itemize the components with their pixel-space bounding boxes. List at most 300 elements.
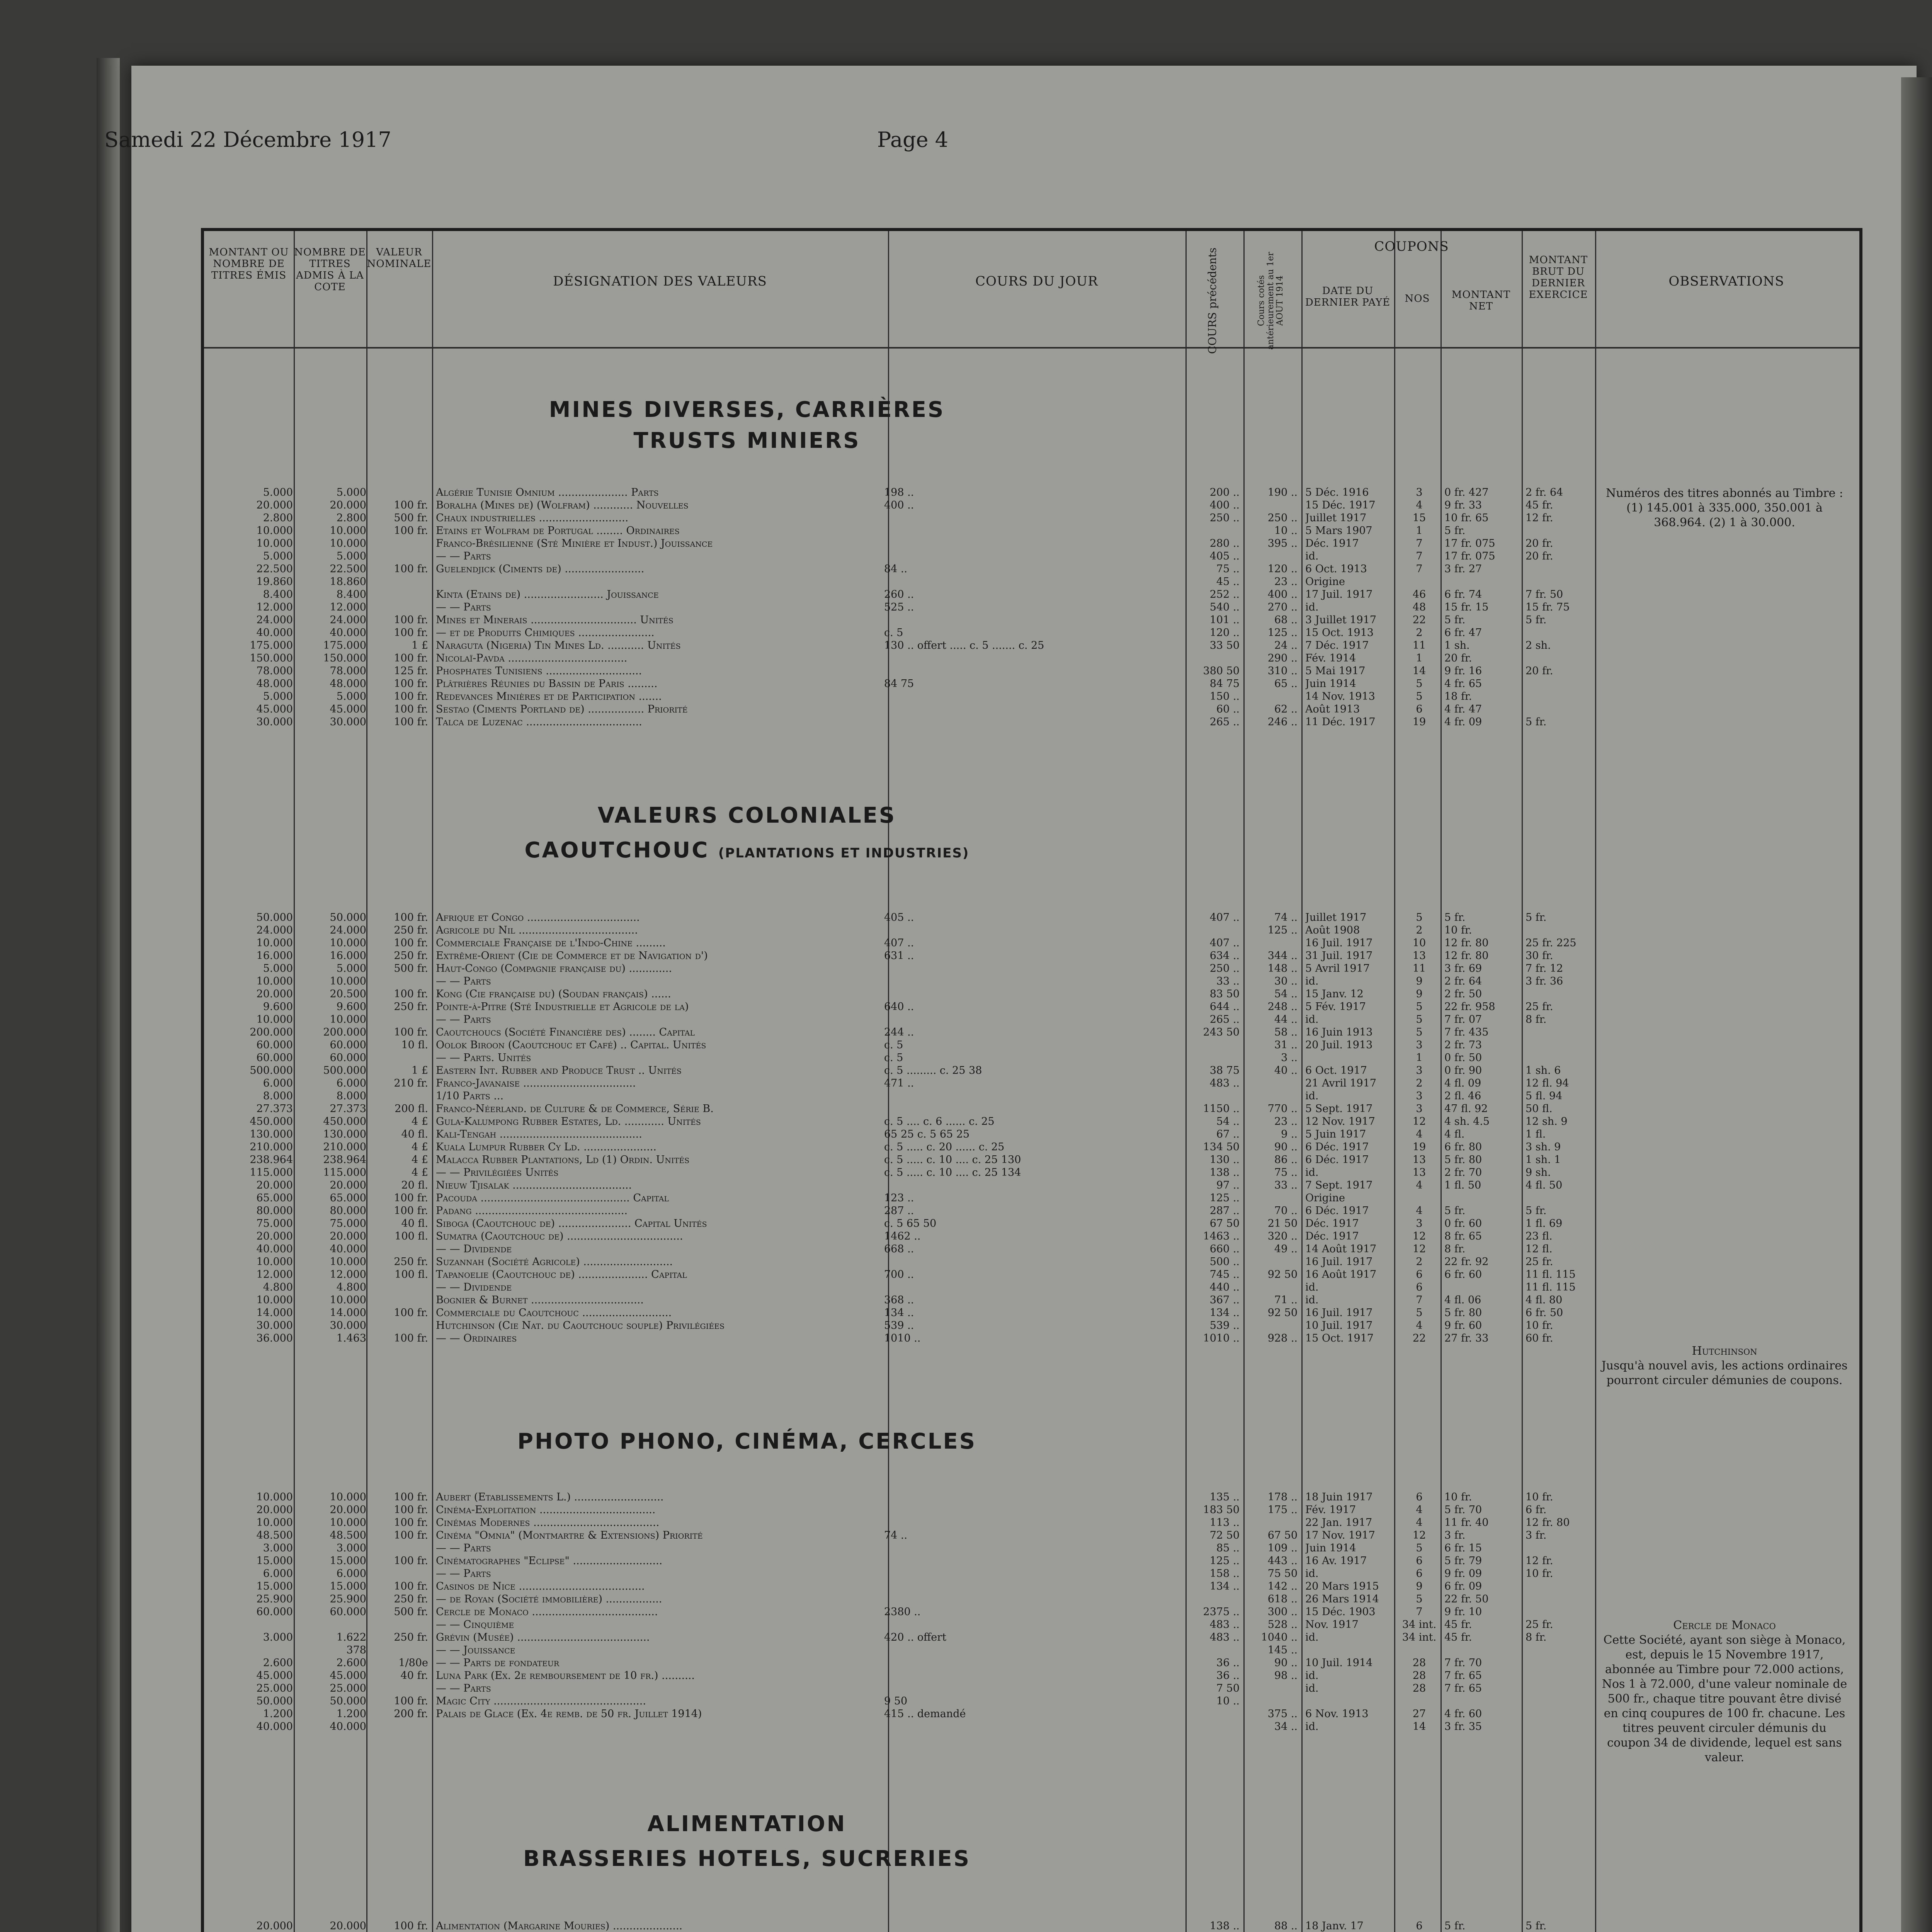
montant-brut-cell: 7 fr. 12 — [1526, 963, 1563, 975]
cours-1914-cell: 75 .. — [1274, 1167, 1298, 1179]
cours-jour-cell: c. 5 .... c. 6 ...... c. 25 — [884, 1116, 995, 1128]
designation-cell: Grévin (Musée) ........................................ — [436, 1631, 650, 1643]
nominal-cell: 100 fr. — [394, 563, 428, 575]
coupon-net-cell: 7 fr. 65 — [1444, 1682, 1482, 1694]
nominal-cell: 1 £ — [412, 639, 428, 651]
montant-cell: 12.000 — [256, 1269, 293, 1281]
montant-cell: 14.000 — [256, 1307, 293, 1319]
coupon-net-cell: 2 fr. 70 — [1444, 1167, 1482, 1179]
montant-brut-cell: 5 fr. — [1526, 1920, 1547, 1932]
coupon-number-cell: 4 — [1416, 1517, 1423, 1529]
designation-cell: — — Parts — [436, 1542, 491, 1554]
nombre-cell: 25.900 — [330, 1593, 366, 1605]
cours-precedent-cell: 84 75 — [1209, 678, 1240, 690]
montant-brut-cell: 20 fr. — [1526, 665, 1553, 677]
nominal-cell: 100 fr. — [394, 1205, 428, 1217]
col-head-observations: OBSERVATIONS — [1668, 274, 1784, 289]
designation-cell: Luna Park (Ex. 2e remboursement de 10 fr.) .......... — [436, 1670, 695, 1682]
cours-jour-cell: 1010 .. — [884, 1332, 921, 1344]
cours-precedent-cell: 33 .. — [1216, 975, 1240, 987]
designation-cell: — et de Produits Chimiques ....................... — [436, 627, 655, 639]
designation-cell: Alimentation (Margarine Mouries) ..................... — [436, 1920, 683, 1932]
montant-cell: 210.000 — [250, 1141, 293, 1153]
montant-cell: 5.000 — [263, 486, 293, 498]
coupon-number-cell: 5 — [1416, 678, 1423, 690]
coupon-date-cell: 16 Juil. 1917 — [1305, 1307, 1373, 1319]
cours-1914-cell: 68 .. — [1274, 614, 1298, 626]
coupon-net-cell: 22 fr. 958 — [1444, 1001, 1495, 1013]
table-row — [204, 1153, 1859, 1166]
montant-cell: 5.000 — [263, 690, 293, 702]
table-row — [204, 949, 1859, 962]
coupon-date-cell: 17 Nov. 1917 — [1305, 1529, 1375, 1541]
coupon-date-cell: 26 Mars 1914 — [1305, 1593, 1379, 1605]
nominal-cell: 4 £ — [412, 1141, 428, 1153]
coupon-date-cell: id. — [1305, 550, 1319, 562]
table-row — [204, 1179, 1859, 1192]
montant-cell: 27.373 — [256, 1103, 293, 1115]
coupon-net-cell: 9 fr. 10 — [1444, 1606, 1482, 1618]
designation-cell: Eastern Int. Rubber and Produce Trust .. Unités — [436, 1065, 682, 1077]
designation-cell: Malacca Rubber Plantations, Ld (1) Ordin. Unités — [436, 1154, 690, 1166]
coupon-net-cell: 5 fr. 80 — [1444, 1154, 1482, 1166]
designation-cell: Magic City .............................................. — [436, 1695, 646, 1707]
coupon-date-cell: id. — [1305, 1670, 1319, 1682]
montant-cell: 16.000 — [256, 950, 293, 962]
coupon-net-cell: 4 fl. 09 — [1444, 1077, 1481, 1089]
coupon-date-cell: id. — [1305, 1014, 1319, 1026]
cours-1914-cell: 21 50 — [1267, 1218, 1298, 1230]
coupon-number-cell: 5 — [1416, 1014, 1423, 1026]
cours-1914-cell: 120 .. — [1267, 563, 1298, 575]
montant-cell: 15.000 — [256, 1580, 293, 1592]
cours-precedent-cell: 380 50 — [1203, 665, 1240, 677]
coupon-number-cell: 10 — [1412, 937, 1426, 949]
cours-jour-cell: c. 5 ..... c. 10 .... c. 25 130 — [884, 1154, 1021, 1166]
table-row — [204, 588, 1859, 601]
designation-cell: Afrique et Congo .................................. — [436, 912, 640, 923]
table-row — [204, 1920, 1859, 1932]
designation-cell: Suzannah (Société Agricole) ........................... — [436, 1256, 673, 1268]
cours-jour-cell: 407 .. — [884, 937, 914, 949]
coupon-number-cell: 3 — [1416, 1090, 1423, 1102]
nominal-cell: 100 fr. — [394, 1026, 428, 1038]
nombre-cell: 10.000 — [330, 1014, 366, 1026]
coupon-net-cell: 6 fr. 47 — [1444, 627, 1482, 639]
cours-jour-cell: 471 .. — [884, 1077, 914, 1089]
montant-cell: 48.500 — [256, 1529, 293, 1541]
coupon-number-cell: 5 — [1416, 1542, 1423, 1554]
coupon-net-cell: 3 fr. 69 — [1444, 963, 1482, 975]
nombre-cell: 40.000 — [330, 1243, 366, 1255]
table-row — [204, 575, 1859, 588]
cours-1914-cell: 400 .. — [1267, 588, 1298, 600]
cours-precedent-cell: 2375 .. — [1203, 1606, 1240, 1618]
nombre-cell: 9.600 — [336, 1001, 366, 1013]
table-row — [204, 1077, 1859, 1090]
nombre-cell: 12.000 — [330, 601, 366, 613]
montant-cell: 10.000 — [256, 1014, 293, 1026]
table-row — [204, 1529, 1859, 1542]
coupon-net-cell: 3 fr. 27 — [1444, 563, 1482, 575]
montant-brut-cell: 25 fr. — [1526, 1001, 1553, 1013]
table-row — [204, 1000, 1859, 1013]
observation-text: Cette Société, ayant son siège à Monaco, est, depuis le 15 Novembre 1917, abonnée au Timbre pour 72.000 actions, Nos 1 à 72.000, d'une valeur nominale de 500 fr., chaque titre pouvant être divisé en cinq coupures de 100 fr. chacune. Les titres peuvent circuler démunis du coupon 34 de dividende, lequel est sans valeur. — [1602, 1633, 1847, 1764]
table-row — [204, 1051, 1859, 1064]
designation-cell: Commerciale Française de l'Indo-Chine ......... — [436, 937, 666, 949]
designation-cell: 1/10 Parts ... — [436, 1090, 504, 1102]
coupon-net-cell: 1 sh. — [1444, 639, 1470, 651]
issue-date: Samedi 22 Décembre 1917 — [104, 128, 391, 152]
designation-cell: Siboga (Caoutchouc de) ...................... Capital Unités — [436, 1218, 707, 1230]
montant-cell: 10.000 — [256, 1256, 293, 1268]
montant-brut-cell: 1 sh. 1 — [1526, 1154, 1561, 1166]
cours-precedent-cell: 367 .. — [1209, 1294, 1240, 1306]
nominal-cell: 40 fl. — [401, 1218, 428, 1230]
coupon-number-cell: 11 — [1412, 963, 1426, 975]
montant-brut-cell: 3 fr. — [1526, 1529, 1547, 1541]
montant-cell: 80.000 — [256, 1205, 293, 1217]
montant-brut-cell: 23 fl. — [1526, 1230, 1553, 1242]
cours-1914-cell: 40 .. — [1274, 1065, 1298, 1077]
montant-cell: 2.800 — [263, 512, 293, 524]
coupon-date-cell: 20 Mars 1915 — [1305, 1580, 1379, 1592]
coupon-date-cell: 3 Juillet 1917 — [1305, 614, 1377, 626]
nombre-cell: 27.373 — [330, 1103, 366, 1115]
nominal-cell: 40 fr. — [400, 1670, 428, 1682]
coupon-date-cell: 6 Nov. 1913 — [1305, 1708, 1369, 1720]
coupon-date-cell: 10 Juil. 1914 — [1305, 1657, 1373, 1669]
montant-brut-cell: 1 fl. 69 — [1526, 1218, 1563, 1230]
montant-cell: 20.000 — [256, 1179, 293, 1191]
nombre-cell: 10.000 — [330, 937, 366, 949]
coupon-date-cell: Août 1913 — [1305, 703, 1360, 715]
coupon-number-cell: 46 — [1412, 588, 1426, 600]
coupon-date-cell: 12 Nov. 1917 — [1305, 1116, 1375, 1128]
cours-1914-cell: 528 .. — [1267, 1619, 1298, 1631]
table-row — [204, 1281, 1859, 1294]
nombre-cell: 30.000 — [330, 1320, 366, 1332]
montant-brut-cell: 5 fr. — [1526, 1205, 1547, 1217]
cours-1914-cell: 770 .. — [1267, 1103, 1298, 1115]
cours-1914-cell: 23 .. — [1274, 576, 1298, 588]
cours-precedent-cell: 539 .. — [1209, 1320, 1240, 1332]
cours-precedent-cell: 36 .. — [1216, 1657, 1240, 1669]
cours-jour-cell: 700 .. — [884, 1269, 914, 1281]
coupon-number-cell: 1 — [1416, 652, 1423, 664]
table-row — [204, 716, 1859, 728]
cours-1914-cell: 62 .. — [1274, 703, 1298, 715]
cours-jour-cell: 134 .. — [884, 1307, 914, 1319]
nominal-cell: 200 fl. — [395, 1103, 428, 1115]
nombre-cell: 175.000 — [323, 639, 366, 651]
nominal-cell: 100 fr. — [394, 1504, 428, 1516]
montant-cell: 40.000 — [256, 1243, 293, 1255]
cours-jour-cell: c. 5 65 50 — [884, 1218, 937, 1230]
cours-jour-cell: c. 5 — [884, 627, 903, 639]
cours-1914-cell: 31 .. — [1274, 1039, 1298, 1051]
nombre-cell: 20.000 — [330, 1920, 366, 1932]
designation-cell: — de Royan (Société immobilière) ................. — [436, 1593, 662, 1605]
coupon-date-cell: 6 Déc. 1917 — [1305, 1154, 1369, 1166]
montant-brut-cell: 25 fr. — [1526, 1619, 1553, 1631]
coupon-number-cell: 28 — [1412, 1682, 1426, 1694]
coupon-date-cell: 20 Juil. 1913 — [1305, 1039, 1373, 1051]
coupon-date-cell: 16 Juin 1913 — [1305, 1026, 1373, 1038]
coupon-number-cell: 34 int. — [1402, 1631, 1437, 1643]
montant-brut-cell: 12 fl. 94 — [1526, 1077, 1569, 1089]
cours-jour-cell: 405 .. — [884, 912, 914, 923]
nombre-cell: 14.000 — [330, 1307, 366, 1319]
montant-cell: 10.000 — [256, 1517, 293, 1529]
montant-cell: 50.000 — [256, 912, 293, 923]
cours-jour-cell: 84 .. — [884, 563, 908, 575]
cours-precedent-cell: 83 50 — [1209, 988, 1240, 1000]
nombre-cell: 18.860 — [330, 576, 366, 588]
montant-brut-cell: 20 fr. — [1526, 537, 1553, 549]
coupon-date-cell: 10 Juil. 1917 — [1305, 1320, 1373, 1332]
nominal-cell: 250 fr. — [394, 950, 428, 962]
quotation-table — [201, 228, 1862, 1932]
coupon-number-cell: 6 — [1416, 1555, 1423, 1567]
designation-cell: — — Parts — [436, 1568, 491, 1580]
coupon-date-cell: Juillet 1917 — [1305, 912, 1367, 923]
nominal-cell: 250 fr. — [394, 1256, 428, 1268]
nombre-cell: 78.000 — [330, 665, 366, 677]
nombre-cell: 2.800 — [336, 512, 366, 524]
nombre-cell: 1.622 — [336, 1631, 366, 1643]
table-row — [204, 1268, 1859, 1281]
coupon-number-cell: 6 — [1416, 703, 1423, 715]
coupon-number-cell: 9 — [1416, 988, 1423, 1000]
table-row — [204, 550, 1859, 563]
designation-cell: Bognier & Burnet .................................. — [436, 1294, 644, 1306]
coupon-net-cell: 22 fr. 50 — [1444, 1593, 1489, 1605]
montant-cell: 8.400 — [263, 588, 293, 600]
table-row — [204, 639, 1859, 652]
nominal-cell: 40 fl. — [401, 1128, 428, 1140]
coupon-date-cell: Fév. 1914 — [1305, 652, 1356, 664]
cours-1914-cell: 344 .. — [1267, 950, 1298, 962]
designation-cell: Cinémas Modernes ...................................... — [436, 1517, 660, 1529]
nombre-cell: 20.500 — [330, 988, 366, 1000]
cours-jour-cell: 130 .. offert ..... c. 5 ....... c. 25 — [884, 639, 1044, 651]
section-subtitle-note: (PLANTATIONS ET INDUSTRIES) — [718, 845, 969, 861]
coupon-number-cell: 3 — [1416, 1103, 1423, 1115]
cours-1914-cell: 92 50 — [1267, 1307, 1298, 1319]
designation-cell: Kong (Cie française du) (Soudan français) ...... — [436, 988, 671, 1000]
nombre-cell: 6.000 — [336, 1077, 366, 1089]
coupon-number-cell: 13 — [1412, 1167, 1426, 1179]
cours-1914-cell: 54 .. — [1274, 988, 1298, 1000]
cours-precedent-cell: 101 .. — [1209, 614, 1240, 626]
coupon-net-cell: 7 fr. 70 — [1444, 1657, 1482, 1669]
coupon-number-cell: 9 — [1416, 1580, 1423, 1592]
coupon-number-cell: 9 — [1416, 975, 1423, 987]
coupon-net-cell: 4 fl. — [1444, 1128, 1465, 1140]
cours-jour-cell: 368 .. — [884, 1294, 914, 1306]
montant-brut-cell: 4 fl. 80 — [1526, 1294, 1563, 1306]
montant-brut-cell: 5 fl. 94 — [1526, 1090, 1563, 1102]
nominal-cell: 10 fl. — [401, 1039, 428, 1051]
designation-cell: Franco-Brésilienne (Sté Minière et Indust.) Jouissance — [436, 537, 713, 549]
cours-precedent-cell: 1010 .. — [1203, 1332, 1240, 1344]
coupon-number-cell: 22 — [1412, 1332, 1426, 1344]
montant-brut-cell: 1 fl. — [1526, 1128, 1546, 1140]
coupon-net-cell: 1 fl. 50 — [1444, 1179, 1481, 1191]
coupon-net-cell: 18 fr. — [1444, 690, 1472, 702]
cours-1914-cell: 190 .. — [1267, 486, 1298, 498]
coupon-net-cell: 7 fr. 435 — [1444, 1026, 1489, 1038]
montant-brut-cell: 1 sh. 6 — [1526, 1065, 1561, 1077]
nominal-cell: 100 fr. — [394, 988, 428, 1000]
nominal-cell: 100 fr. — [394, 716, 428, 728]
coupon-net-cell: 45 fr. — [1444, 1619, 1472, 1631]
montant-brut-cell: 10 fr. — [1526, 1491, 1553, 1503]
coupon-net-cell: 5 fr. — [1444, 1920, 1466, 1932]
nominal-cell: 500 fr. — [394, 1606, 428, 1618]
montant-brut-cell: 12 fr. — [1526, 512, 1553, 524]
coupon-net-cell: 4 fr. 65 — [1444, 678, 1482, 690]
cours-1914-cell: 395 .. — [1267, 537, 1298, 549]
montant-cell: 36.000 — [256, 1332, 293, 1344]
cours-1914-cell: 443 .. — [1267, 1555, 1298, 1567]
observation-note — [1601, 1618, 1848, 1765]
coupon-net-cell: 5 fr. — [1444, 525, 1466, 537]
coupon-date-cell: 5 Fév. 1917 — [1305, 1001, 1366, 1013]
table-row — [204, 626, 1859, 639]
montant-brut-cell: 45 fr. — [1526, 499, 1553, 511]
coupon-net-cell: 11 fr. 40 — [1444, 1517, 1489, 1529]
designation-cell: — — Jouissance — [436, 1644, 515, 1656]
coupon-number-cell: 3 — [1416, 1218, 1423, 1230]
coupon-number-cell: 4 — [1416, 1504, 1423, 1516]
coupon-date-cell: 5 Juin 1917 — [1305, 1128, 1366, 1140]
cours-1914-cell: 90 .. — [1274, 1657, 1298, 1669]
nombre-cell: 200.000 — [323, 1026, 366, 1038]
table-row — [204, 1230, 1859, 1243]
table-row — [204, 1593, 1859, 1605]
nombre-cell: 20.000 — [330, 1179, 366, 1191]
coupon-net-cell: 2 fr. 50 — [1444, 988, 1482, 1000]
coupon-date-cell: id. — [1305, 1631, 1319, 1643]
coupon-net-cell: 12 fr. 80 — [1444, 937, 1489, 949]
cours-jour-cell: 1462 .. — [884, 1230, 921, 1242]
nombre-cell: 8.000 — [336, 1090, 366, 1102]
table-row — [204, 924, 1859, 937]
coupon-date-cell: 5 Mai 1917 — [1305, 665, 1366, 677]
nombre-cell: 5.000 — [336, 963, 366, 975]
montant-cell: 9.600 — [263, 1001, 293, 1013]
coupon-net-cell: 17 fr. 075 — [1444, 550, 1495, 562]
cours-precedent-cell: 200 .. — [1209, 486, 1240, 498]
nombre-cell: 48.000 — [330, 678, 366, 690]
montant-brut-cell: 11 fl. 115 — [1526, 1281, 1576, 1293]
designation-cell: — — Parts. Unités — [436, 1052, 531, 1064]
coupon-date-cell: Déc. 1917 — [1305, 1230, 1359, 1242]
nominal-cell: 100 fr. — [394, 1517, 428, 1529]
section-subtitle-main: CAOUTCHOUC — [524, 838, 709, 863]
cours-precedent-cell: 38 75 — [1209, 1065, 1240, 1077]
nombre-cell: 5.000 — [336, 690, 366, 702]
coupon-number-cell: 1 — [1416, 525, 1423, 537]
designation-cell: Chaux industrielles ........................... — [436, 512, 629, 524]
cours-1914-cell: 248 .. — [1267, 1001, 1298, 1013]
cours-jour-cell: c. 5 — [884, 1052, 903, 1064]
cours-precedent-cell: 250 .. — [1209, 963, 1240, 975]
cours-jour-cell: 244 .. — [884, 1026, 914, 1038]
coupon-net-cell: 0 fr. 60 — [1444, 1218, 1482, 1230]
cours-precedent-cell: 287 .. — [1209, 1205, 1240, 1217]
designation-cell: — — Parts de fondateur — [436, 1657, 560, 1669]
designation-cell: — — Parts — [436, 1682, 491, 1694]
section-rows — [204, 1920, 1859, 1932]
nombre-cell: 10.000 — [330, 1491, 366, 1503]
header-rule — [204, 347, 1859, 349]
coupon-date-cell: 5 Déc. 1916 — [1305, 486, 1369, 498]
montant-brut-cell: 8 fr. — [1526, 1014, 1547, 1026]
designation-cell: Cinématographes "Eclipse" ........................... — [436, 1555, 663, 1567]
montant-brut-cell: 5 fr. — [1526, 614, 1547, 626]
designation-cell: Agricole du Nil .................................... — [436, 924, 638, 936]
cours-1914-cell: 145 .. — [1267, 1644, 1298, 1656]
table-row — [204, 1306, 1859, 1319]
coupon-number-cell: 28 — [1412, 1670, 1426, 1682]
coupon-number-cell: 34 int. — [1402, 1619, 1437, 1631]
coupon-number-cell: 5 — [1416, 1026, 1423, 1038]
nombre-cell: 20.000 — [330, 1230, 366, 1242]
cours-1914-cell: 75 50 — [1267, 1568, 1298, 1580]
coupon-net-cell: 4 sh. 4.5 — [1444, 1116, 1490, 1128]
section-title: ALIMENTATION — [647, 1811, 847, 1837]
coupon-date-cell: id. — [1305, 1294, 1319, 1306]
montant-brut-cell: 12 fr. 80 — [1526, 1517, 1570, 1529]
designation-cell: Cinéma-Exploitation ................................... — [436, 1504, 656, 1516]
designation-cell: — — Cinquième — [436, 1619, 514, 1631]
cours-1914-cell: 375 .. — [1267, 1708, 1298, 1720]
cours-precedent-cell: 7 50 — [1216, 1682, 1240, 1694]
cours-1914-cell: 58 .. — [1274, 1026, 1298, 1038]
table-row — [204, 1243, 1859, 1255]
cours-precedent-cell: 483 .. — [1209, 1631, 1240, 1643]
nombre-cell: 22.500 — [330, 563, 366, 575]
cours-jour-cell: 525 .. — [884, 601, 914, 613]
cours-precedent-cell: 97 .. — [1216, 1179, 1240, 1191]
cours-precedent-cell: 130 .. — [1209, 1154, 1240, 1166]
designation-cell: Franco-Javanaise .................................. — [436, 1077, 636, 1089]
cours-1914-cell: 90 .. — [1274, 1141, 1298, 1153]
nominal-cell: 100 fr. — [394, 1491, 428, 1503]
designation-cell: Gula-Kalumpong Rubber Estates, Ld. ............ Unités — [436, 1116, 701, 1128]
coupon-number-cell: 3 — [1416, 486, 1423, 498]
coupon-net-cell: 2 fr. 73 — [1444, 1039, 1482, 1051]
montant-cell: 115.000 — [250, 1167, 293, 1179]
cours-1914-cell: 125 .. — [1267, 627, 1298, 639]
montant-brut-cell: 4 fl. 50 — [1526, 1179, 1563, 1191]
coupon-date-cell: 14 Nov. 1913 — [1305, 690, 1375, 702]
cours-precedent-cell: 67 .. — [1216, 1128, 1240, 1140]
table-row — [204, 1064, 1859, 1077]
nombre-cell: 115.000 — [323, 1167, 366, 1179]
montant-cell: 65.000 — [256, 1192, 293, 1204]
nominal-cell: 100 fr. — [394, 703, 428, 715]
table-row — [204, 703, 1859, 716]
cours-precedent-cell: 67 50 — [1209, 1218, 1240, 1230]
montant-cell: 10.000 — [256, 537, 293, 549]
montant-cell: 6.000 — [263, 1077, 293, 1089]
table-row — [204, 1039, 1859, 1051]
coupon-number-cell: 48 — [1412, 601, 1426, 613]
